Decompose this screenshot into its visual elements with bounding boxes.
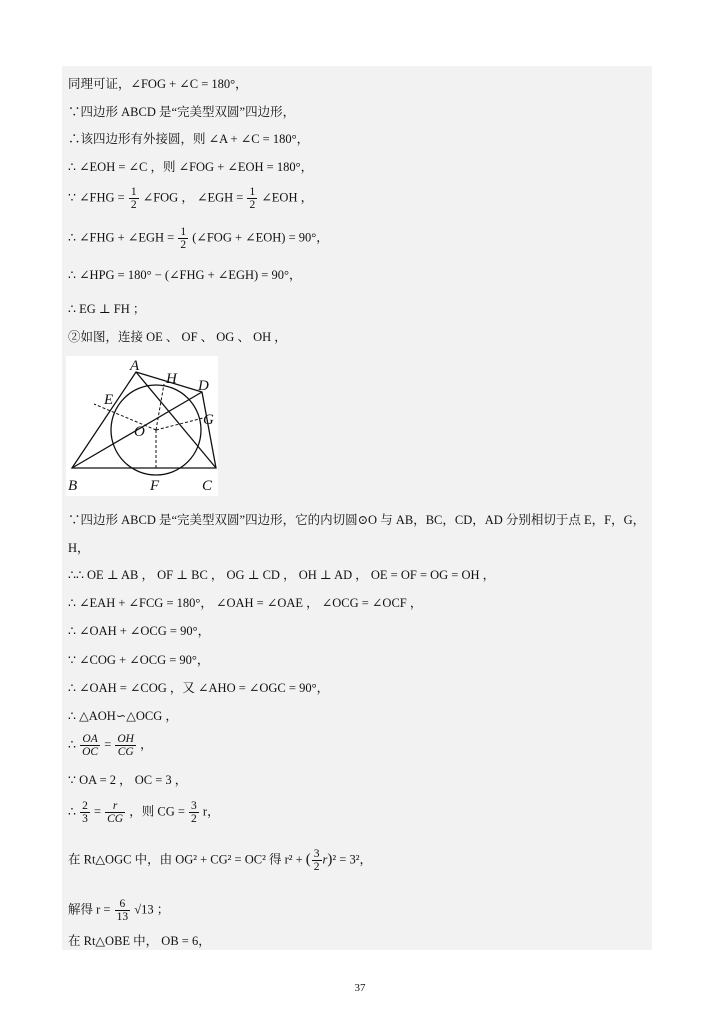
fraction-den: 2 [130,199,137,211]
text-line-9: ②如图，连接 OE 、 OF 、 OG 、 OH ， [68,330,287,344]
text-line-20: ∴ $\frac{2}{3}$ = $\frac{r}{CG}$ ，则 CG = $\frac{3}{2}$ r， [68,800,220,825]
label-o: O [134,424,145,440]
fraction-num: 1 [130,186,137,198]
fraction-6-13: $\frac{6}{13}$ [116,898,129,923]
text-line-22: 解得 r = $\frac{6}{13}$ √13 ； [68,898,170,923]
text-line-15: ∵ ∠COG + ∠OCG = 90°， [68,653,210,667]
fraction-den: 2 [180,239,187,251]
text-line-6 [68,226,329,251]
text-line-10: ∵四边形 ABCD 是“完美型双圆”四边形，它的内切圆⊙O 与 AB，BC，CD，AD 分别相切于点 E，F，G， [68,513,646,527]
fraction-oa-oc: $\frac{OA}{OC}$ [82,733,99,758]
fraction-3-2b: $\frac{3}{2}$ [313,848,320,873]
fraction-r-cg: $\frac{r}{CG}$ [107,800,124,825]
l18-a: ∴ [68,737,76,752]
geometry-figure [66,356,218,496]
label-e: E [104,392,114,408]
l5-a: ∵ ∠FHG = [68,190,125,205]
fraction-num: 1 [180,226,187,238]
label-h: H [166,371,177,387]
label-g: G [203,412,214,428]
text-line-14: ∴ ∠OAH + ∠OCG = 90°， [68,624,211,638]
text-line-3: ∴该四边形有外接圆，则 ∠A + ∠C = 180°， [68,132,310,146]
text-line-21: 在 Rt△OGC 中，由 OG² + CG² = OC² 得 r² + ( $\frac{3}{2}$ r)² = 3²， [68,848,372,873]
l6-b: (∠FOG + ∠EOH) = 90°， [192,230,329,245]
label-b: B [68,478,78,494]
segment-oh [156,384,164,430]
text-line-18: ∴ $\frac{OA}{OC}$ = $\frac{OH}{CG}$ ， [68,733,153,758]
text-line-4: ∴ ∠EOH = ∠C ，则 ∠FOG + ∠EOH = 180°， [68,160,314,174]
fraction-den: 2 [249,199,256,211]
text-line-19: ∵ OA = 2 ， OC = 3 ， [68,773,188,787]
text-line-23: 在 Rt△OBE 中， OB = 6， [68,934,211,948]
text-line-8: ∴ EG ⊥ FH ； [68,302,146,316]
text-line-16: ∴ ∠OAH = ∠COG ，又 ∠AHO = ∠OGC = 90°， [68,681,330,695]
quadrilateral-incircle-diagram [66,356,218,496]
fraction-num: 1 [249,186,256,198]
l5-c: ∠EOH ， [261,190,314,205]
text-line-5 [68,186,313,211]
text-line-1: 同理可证，∠FOG + ∠C = 180°， [68,77,248,91]
fraction-2-3: $\frac{2}{3}$ [82,800,88,825]
fraction-half-3 [178,226,188,251]
label-d: D [198,378,209,394]
label-f: F [150,478,160,494]
fraction-oh-cg: $\frac{OH}{CG}$ [117,733,134,758]
fraction-3-2: $\frac{3}{2}$ [191,800,197,825]
fraction-half [129,186,139,211]
text-line-12: ∴∴ OE ⊥ AB ， OF ⊥ BC ， OG ⊥ CD ， OH ⊥ AD ， OE = OF = OG = OH ， [68,568,496,582]
text-line-7: ∴ ∠HPG = 180° − (∠FHG + ∠EGH) = 90°， [68,268,302,282]
l6-a: ∴ ∠FHG + ∠EGH = [68,230,175,245]
text-line-13: ∴ ∠EAH + ∠FCG = 180°， ∠OAH = ∠OAE ， ∠OCG = ∠OCF ， [68,596,423,610]
text-line-11: H， [68,541,90,555]
l5-b: ∠FOG ， ∠EGH = [142,190,244,205]
page-number: 37 [354,982,366,994]
fraction-half-2 [247,186,257,211]
text-line-17: ∴ △AOH∽△OCG ， [68,709,178,723]
label-a: A [130,358,140,374]
text-line-2: ∵四边形 ABCD 是“完美型双圆”四边形， [68,105,296,119]
label-c: C [202,478,213,494]
